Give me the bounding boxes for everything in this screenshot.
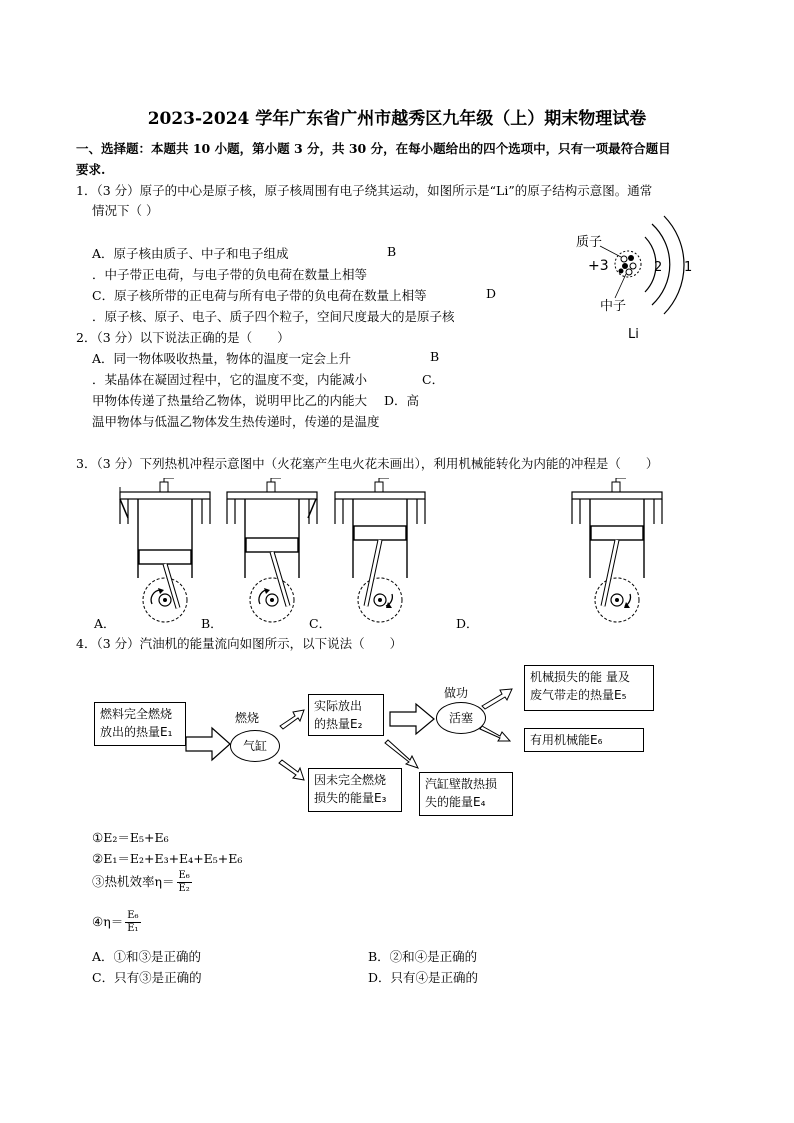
unburnt-loss-box <box>308 768 402 812</box>
actual-heat-line2: 的热量E₂ <box>314 717 363 731</box>
q3-label-a: A． <box>94 616 116 631</box>
fraction-3-numerator: E₆ <box>178 870 190 881</box>
fraction-3-denominator: E₂ <box>178 883 190 894</box>
q3-label-c: C． <box>309 616 332 631</box>
proton-label: 质子 <box>576 235 603 250</box>
section-header-line1: 一、选择题：本题共 10 小题，第小题 3 分，共 30 分，在每小题给出的四个选项中，只有一项最符合题目 <box>76 141 671 156</box>
actual-heat-box <box>308 694 384 736</box>
fuel-energy-line2: 放出的热量E₁ <box>100 725 173 739</box>
q1-option-d: ．原子核、原子、电子、质子四个粒子，空间尺度最大的是原子核 <box>92 309 455 324</box>
q1-option-b: ．中子带正电荷，与电子带的负电荷在数量上相等 <box>92 267 368 282</box>
wall-loss-line2: 失的能量E₄ <box>425 795 486 809</box>
q4-option-c: C．只有③是正确的 <box>92 970 202 985</box>
mech-loss-box <box>524 665 654 711</box>
q2-line3-d: D．高 <box>384 393 420 408</box>
q2-line1: A．同一物体吸收热量，物体的温度一定会上升 <box>92 351 352 366</box>
li-caption: Li <box>628 327 639 342</box>
work-label: 做功 <box>444 686 469 700</box>
q1-option-d-letter: D <box>486 286 497 301</box>
q2-line2: ．某晶体在凝固过程中，它的温度不变，内能减小 <box>92 372 368 387</box>
q3-label-d: D． <box>456 616 479 631</box>
statement-3-prefix: ③热机效率η＝ <box>92 874 175 889</box>
cylinder-ellipse: 气缸 <box>230 730 280 762</box>
q4-option-b: B．②和④是正确的 <box>368 949 478 964</box>
proton-pointer <box>600 246 621 257</box>
nucleus <box>615 251 641 277</box>
section-header-line2: 要求. <box>76 162 106 177</box>
q2-line2-c: C． <box>422 372 445 387</box>
efficiency-fraction-3 <box>177 870 192 895</box>
li-atom-figure <box>570 212 730 347</box>
stroke-c-diagram <box>335 478 425 622</box>
q2-line3: 甲物体传递了热量给乙物体，说明甲比乙的内能大 <box>92 393 368 408</box>
fuel-energy-box <box>94 702 186 746</box>
inner-shell-electrons: 2 <box>654 260 663 275</box>
q1-option-c: C．原子核所带的正电荷与所有电子带的负电荷在数量上相等 <box>92 288 427 303</box>
actual-heat-line1: 实际放出 <box>314 699 363 713</box>
neutron-label: 中子 <box>600 299 627 314</box>
q1-stem-line1: 1．（3 分）原子的中心是原子核，原子核周围有电子绕其运动，如图所示是“Li”的原子结构示意图。通常 <box>76 183 653 198</box>
fraction-4-denominator: E₁ <box>127 923 139 934</box>
unburnt-loss-line1: 因未完全燃烧 <box>314 773 387 787</box>
q4-option-d: D．只有④是正确的 <box>368 970 479 985</box>
statement-2: ②E₁＝E₂+E₃+E₄+E₅+E₆ <box>92 851 243 866</box>
wall-loss-box <box>419 772 513 816</box>
q3-label-b: B． <box>201 616 223 631</box>
mech-loss-line1: 机械损失的能 量及 <box>530 670 630 684</box>
nuclear-charge: +3 <box>588 258 609 274</box>
burn-label: 燃烧 <box>235 711 260 725</box>
stroke-d-diagram <box>572 478 662 622</box>
statement-4-prefix: ④η＝ <box>92 914 124 929</box>
mech-loss-line2: 废气带走的热量E₅ <box>530 688 627 702</box>
q4-stem: 4．（3 分）汽油机的能量流向如图所示，以下说法（ ） <box>76 636 403 651</box>
stroke-b-diagram <box>227 478 317 622</box>
q4-option-a: A．①和③是正确的 <box>92 949 202 964</box>
statement-1: ①E₂＝E₅+E₆ <box>92 830 169 845</box>
outer-shell-electrons: 1 <box>684 260 693 275</box>
fraction-4-numerator: E₆ <box>127 910 139 921</box>
statement-4 <box>92 910 141 935</box>
efficiency-fraction-4 <box>125 910 140 935</box>
unburnt-loss-line2: 损失的能量E₃ <box>314 791 387 805</box>
outer-shell-arc <box>664 216 684 314</box>
q2-line4: 温甲物体与低温乙物体发生热传递时，传递的是温度 <box>92 414 380 429</box>
q1-stem-line2: 情况下（ ） <box>92 203 159 218</box>
useful-energy-box: 有用机械能E₆ <box>524 728 644 752</box>
q3-stem: 3．（3 分）下列热机冲程示意图中（火花塞产生电火花未画出），利用机械能转化为内能的冲程是（ ） <box>76 456 659 471</box>
q2-line1-b: B <box>430 349 440 364</box>
statement-3 <box>92 870 192 895</box>
engine-strokes-figure <box>90 478 690 633</box>
piston-ellipse: 活塞 <box>436 702 486 734</box>
q2-stem: 2．（3 分）以下说法正确的是（ ） <box>76 330 290 345</box>
neutron-pointer <box>615 274 626 298</box>
q1-option-b-letter: B <box>387 244 397 259</box>
page-title: 2023-2024 学年广东省广州市越秀区九年级（上）期末物理试卷 <box>147 109 647 129</box>
q1-option-a: A．原子核由质子、中子和电子组成 <box>92 246 289 261</box>
fuel-energy-line1: 燃料完全燃烧 <box>100 707 173 721</box>
stroke-a-diagram <box>120 478 210 622</box>
wall-loss-line1: 汽缸壁散热损 <box>425 777 498 791</box>
